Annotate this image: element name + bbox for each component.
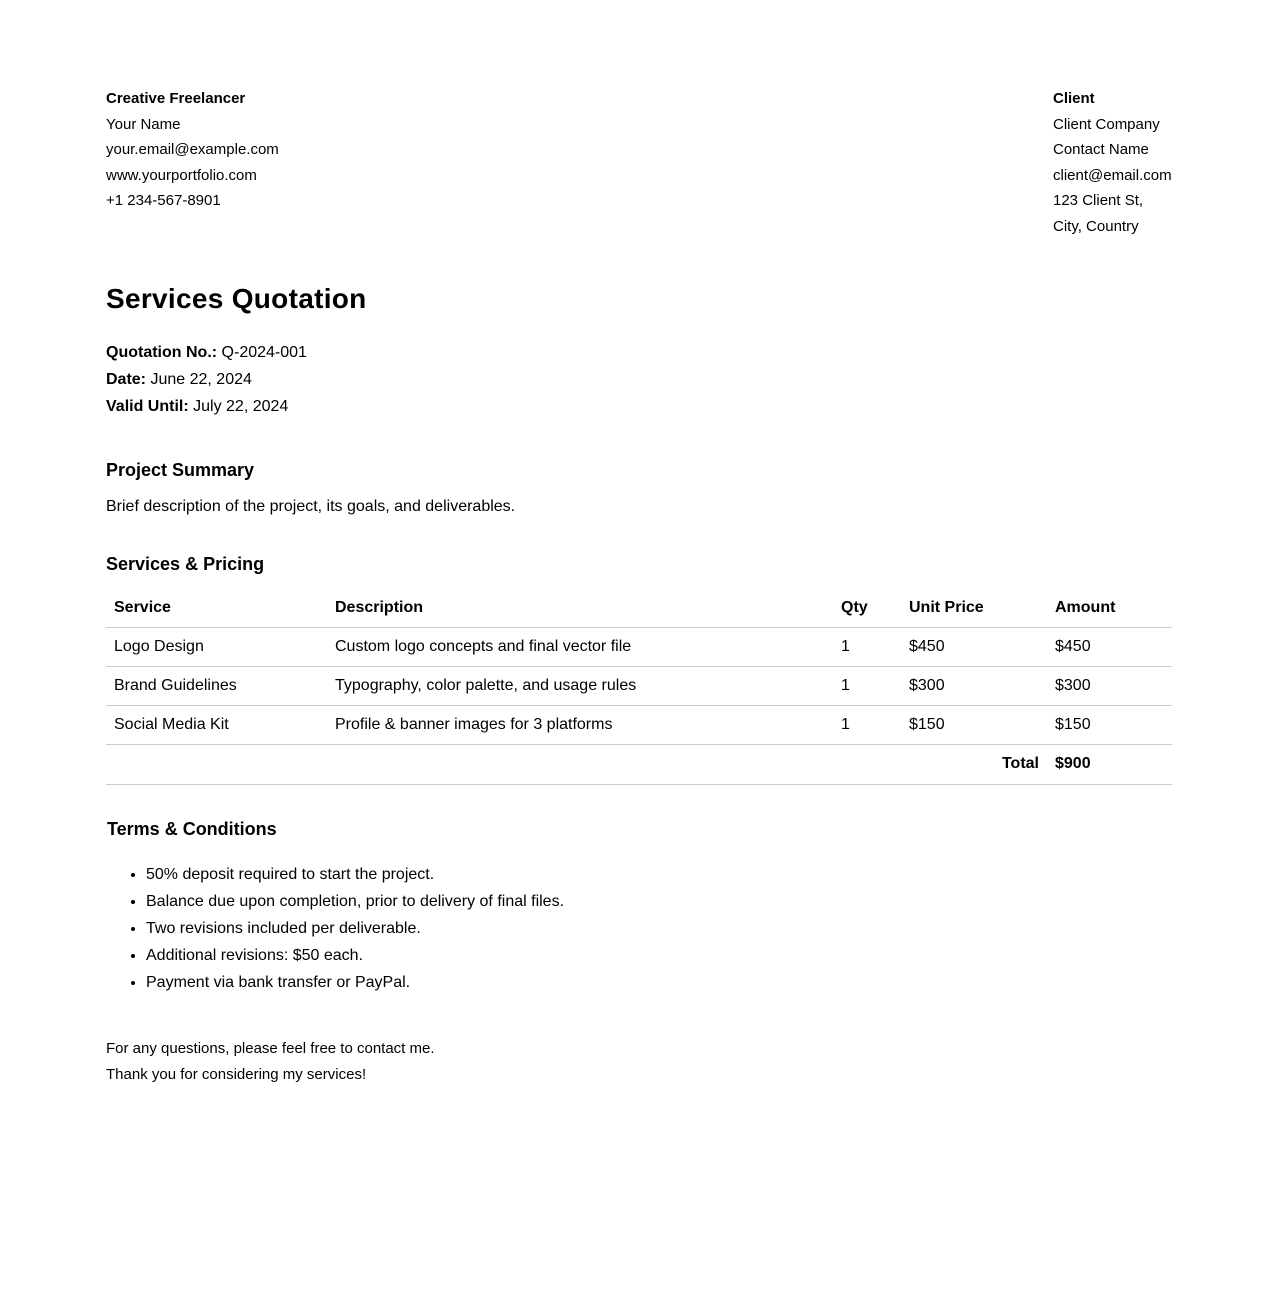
client-company: Client Company <box>1053 115 1160 133</box>
table-row <box>106 628 1172 667</box>
meta-label: Date: <box>106 371 147 388</box>
terms-item: • Additional revisions: $50 each. <box>146 942 1172 969</box>
client-title: Client <box>1053 90 1095 107</box>
column-header-amount: Amount <box>1047 588 1172 628</box>
cell-unit-price: $150 <box>901 706 1047 745</box>
cell-qty: 1 <box>833 706 901 745</box>
terms-heading: Terms & Conditions <box>107 819 277 839</box>
footer <box>106 1036 1172 1088</box>
cell-qty: 1 <box>833 628 901 667</box>
table-row <box>106 667 1172 706</box>
cell-amount: $300 <box>1047 667 1172 706</box>
freelancer-phone: +1 234-567-8901 <box>106 192 221 209</box>
freelancer-email: your.email@example.com <box>106 141 279 158</box>
meta-quotation-number <box>106 339 1172 366</box>
meta-valid-until <box>106 393 1172 420</box>
footer-contact-note: For any questions, please feel free to contact me. <box>106 1040 435 1057</box>
meta-value: June 22, 2024 <box>150 371 252 388</box>
terms-item: • Balance due upon completion, prior to delivery of final files. <box>146 888 1172 915</box>
cell-description: Profile & banner images for 3 platforms <box>327 706 833 745</box>
cell-service: Logo Design <box>106 628 327 667</box>
cell-service: Social Media Kit <box>106 706 327 745</box>
meta-label: Quotation No.: <box>106 344 218 361</box>
table-header-row <box>106 588 1172 628</box>
cell-amount: $150 <box>1047 706 1172 745</box>
column-header-description: Description <box>327 588 833 628</box>
client-email: client@email.com <box>1053 166 1172 184</box>
services-pricing-heading: Services & Pricing <box>106 554 265 574</box>
cell-unit-price: $300 <box>901 667 1047 706</box>
table-row <box>106 706 1172 745</box>
project-summary-text: Brief description of the project, its goals, and deliverables. <box>106 498 516 515</box>
total-row <box>106 745 1172 785</box>
cell-amount: $450 <box>1047 628 1172 667</box>
meta-label: Valid Until: <box>106 398 189 415</box>
total-value: $900 <box>1047 745 1172 785</box>
freelancer-info <box>106 86 279 239</box>
client-address-line1: 123 Client St, <box>1053 192 1144 209</box>
freelancer-name: Your Name <box>106 115 181 133</box>
project-summary-heading: Project Summary <box>106 460 255 480</box>
cell-unit-price: $450 <box>901 628 1047 667</box>
quotation-document <box>106 86 1172 1088</box>
terms-list <box>106 861 1172 996</box>
meta-value: July 22, 2024 <box>193 398 289 415</box>
quotation-meta <box>106 339 1172 420</box>
freelancer-website: www.yourportfolio.com <box>106 166 257 184</box>
meta-value: Q-2024-001 <box>221 344 307 361</box>
client-info <box>1053 86 1172 239</box>
total-label: Total <box>106 745 1047 785</box>
footer-thank-you: Thank you for considering my services! <box>106 1066 367 1083</box>
column-header-service: Service <box>106 588 327 628</box>
terms-item: • Payment via bank transfer or PayPal. <box>146 969 1172 996</box>
freelancer-title: Creative Freelancer <box>106 90 246 107</box>
meta-date <box>106 366 1172 393</box>
client-address-line2: City, Country <box>1053 217 1139 235</box>
page-title: Services Quotation <box>106 283 367 314</box>
terms-item: • 50% deposit required to start the project. <box>146 861 1172 888</box>
cell-qty: 1 <box>833 667 901 706</box>
cell-service: Brand Guidelines <box>106 667 327 706</box>
cell-description: Custom logo concepts and final vector file <box>327 628 833 667</box>
column-header-qty: Qty <box>833 588 901 628</box>
client-contact: Contact Name <box>1053 141 1149 158</box>
pricing-table <box>106 588 1172 785</box>
column-header-unit-price: Unit Price <box>901 588 1047 628</box>
cell-description: Typography, color palette, and usage rules <box>327 667 833 706</box>
header <box>106 86 1172 239</box>
terms-item: • Two revisions included per deliverable. <box>146 915 1172 942</box>
